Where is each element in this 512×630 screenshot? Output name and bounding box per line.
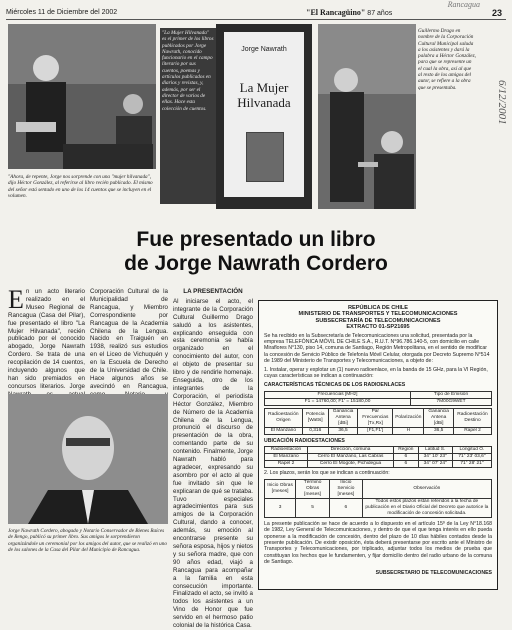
table-cell: El Manzano bbox=[265, 427, 303, 434]
paper-name: "El Rancagüino" bbox=[306, 8, 366, 17]
table-cell: Rapel 2 bbox=[265, 461, 308, 468]
table-header: Dirección, comuna bbox=[308, 447, 394, 454]
handwritten-date: 6/12/2001 bbox=[496, 80, 508, 125]
photo-portrait-illustration bbox=[8, 394, 168, 524]
legal-notice bbox=[258, 300, 498, 590]
radio-link-table bbox=[264, 408, 492, 435]
table-cell: 6 bbox=[394, 454, 419, 461]
book-title bbox=[224, 80, 304, 110]
table-cell: H bbox=[393, 427, 424, 434]
table-cell: [F1,F1'] bbox=[358, 427, 393, 434]
table-cell: 7M00G9WET bbox=[411, 398, 492, 405]
photo-speaker-illustration bbox=[8, 24, 156, 169]
table-header: Radioestación bbox=[265, 447, 308, 454]
table-cell: 71° 28' 21" bbox=[452, 461, 491, 468]
headline-line2: de Jorge Nawrath Cordero bbox=[124, 252, 388, 275]
notice-section-2: UBICACIÓN RADIOESTACIONES bbox=[264, 437, 345, 444]
table-header: Radioestación Origen bbox=[265, 408, 303, 427]
table-header: Frecuencias [MHz] bbox=[265, 391, 411, 398]
table-header: Tipo de Emisión bbox=[411, 391, 492, 398]
handwritten-note: Rancagua bbox=[447, 0, 480, 9]
table-cell: 6 bbox=[330, 498, 363, 517]
table-header: Inicio Servicio [meses] bbox=[330, 479, 363, 498]
table-header: Polarización bbox=[393, 408, 424, 427]
notice-title-4: EXTRACTO 01-SP21695 bbox=[346, 324, 410, 331]
table-cell: 6 bbox=[394, 461, 419, 468]
table-header: Par Frecuencias [Tx,Rx] bbox=[358, 408, 393, 427]
article-col3-text: Al iniciarse el acto, el integrante de la Corporación Cultural Guillermo Drago saludó a los asistentes, explicando enseguida con esta ceremonia se había organizado en el conocimiento del autor, con el objeto de presentar su libro y de rendirle homenaje. Enseguida, otro de los integrantes de la Corporación, el periodista Héctor González, Miembro de Número de la Academia Chilena de la Lengua, pronunció el discurso de presentación de la obra, comentando parte de su contenido. Finalmente, Jorge Nawrath habló para agradecer, expresando su asombro por el acto al que fue invitado sin que le explicaran de qué se trataba. Tuvo especiales agradecimientos para sus amigos de la Corporación Cultural, dando a conocer, además, su emoción al encontrarse presente su señora esposa, hijos y nietos y su señora madre, que con 90 años edad, viajó a Rancagua para acompañar a la familia en esta consecución importante. Finalizado el acto, se invitó a todos los asistentes a un Vino de Honor que fue servido en el hermoso patio colonial de la histórica Casa. bbox=[173, 297, 253, 630]
notice-signature: SUBSECRETARIO DE TELECOMUNICACIONES bbox=[375, 569, 492, 576]
caption-bottom: Jorge Nawrath Cordero, abogado y Notario Conservador de Bienes Raíces de Rengo, publicó su primer libro. Sus amigos le sorprendieron organizándole un ceremonial por los amigos del autor, que se realizó en uno de los salones de la Casa del Pilar del Municipio de Rancagua. bbox=[8, 528, 167, 553]
notice-title-2: MINISTERIO DE TRANSPORTES Y TELECOMUNICACIONES bbox=[298, 311, 458, 318]
table-cell: 5 bbox=[296, 498, 330, 517]
table-cell: 34° 07' 24" bbox=[418, 461, 452, 468]
article-column-2: Corporación Cultural de la Municipalidad de Rancagua, y Miembro Correspondiente por Rancagua de la Academia Chilena de la Lengua. Nacido en Traiguén en 1938, realizó sus estudios en el Liceo de Vichuquén y en la Escuela de Derecho de la Universidad de Chile. Hace algunos años se avecindó en Rancagua, bbox=[90, 288, 168, 390]
table-header: Potencia [Watts] bbox=[302, 408, 328, 427]
table-row bbox=[265, 498, 492, 517]
table-row bbox=[265, 461, 492, 468]
headline-line1: Fue presentado un libro bbox=[136, 228, 376, 251]
table-cell: Todos estos plazos están referidos a la fecha de publicación en el Diario Oficial del Decreto que autorice la modificación de concesión solicitada. bbox=[362, 498, 491, 517]
header-date: Miércoles 11 de Diciembre del 2002 bbox=[6, 9, 118, 16]
table-row bbox=[265, 427, 492, 434]
table-header: Término Obras [meses] bbox=[296, 479, 330, 498]
notice-body-1: Se ha recibido en la Subsecretaría de Telecomunicaciones una solicitud, presentada por la empresa TELEFÓNICA MÓVIL DE CHILE S.A., R.U.T. N°96.786.140-5, con domicilio en calle Miraflores N°130, piso 14, comuna de Santiago, Región Metropolitana, en el sentido de modificar la concesión de Servicio Público de Telefonía Móvil Celular, otorgada por Decreto Supremo N°514 de 1989 del Ministerio de Transportes y Telecomunicaciones, a objeto de: bbox=[264, 332, 490, 365]
page-number: 23 bbox=[491, 8, 502, 18]
caption-right: Guillermo Drago en nombre de la Corporación Cultural Municipal saluda a los asistentes y dará la palabra a Héctor González, para que se represente un el cual la obra, así al que al resto de los amigos del autor, se refiere a la obra que se presentaba. bbox=[418, 28, 476, 91]
notice-title-3: SUBSECRETARÍA DE TELECOMUNICACIONES bbox=[315, 317, 441, 324]
table-cell: 0,316 bbox=[302, 427, 328, 434]
section-heading: LA PRESENTACIÓN bbox=[183, 288, 243, 295]
book-cover bbox=[216, 24, 312, 209]
table-cell: 36,5 bbox=[424, 427, 454, 434]
table-header: Latitud S. bbox=[418, 447, 452, 454]
article-column-3 bbox=[173, 288, 253, 630]
table-cell: F1 = 14760,00; F1' = 15180,00 bbox=[265, 398, 411, 405]
photo-portrait bbox=[8, 394, 168, 524]
book-illustration bbox=[246, 132, 284, 182]
article-col1-text: n un acto literario realizado en el Museo Regional de Rancagua (Casa del Pilar), fue presentado el libro "La Mujer Hilvanada", recién publicado por el conocido abogado, Jorge Nawrath Cordero. Se trata de una recopilación de 14 cuentos, incluyendo algunos que han sido premiados en concursos literarios. Jorge bbox=[8, 288, 85, 390]
table-cell: 3 bbox=[265, 498, 296, 517]
table-cell: Rapel 2 bbox=[453, 427, 491, 434]
table-header: Observación bbox=[362, 479, 491, 498]
headline bbox=[0, 228, 512, 276]
dropcap: E bbox=[8, 285, 24, 314]
caption-left: "Ahora, de repente, Jorge nos sorprende con una "mujer hilvanada", dijo Héctor González, al referirse al libro recién publicado. El mismo del señor está sentado en uno de los 14 cuentos que se incluyen en el volumen. bbox=[8, 174, 153, 199]
page-header bbox=[6, 8, 506, 20]
table-header: Radioestación Destino bbox=[453, 408, 491, 427]
paper-years: 87 años bbox=[367, 10, 393, 17]
table-header: Ganancia Antena [dBi] bbox=[424, 408, 454, 427]
table-cell: Cerro El Mogote, Pichidegua bbox=[308, 461, 394, 468]
photo-handshake-illustration bbox=[318, 24, 416, 209]
table-header: Ganancia Antena [dBi] bbox=[328, 408, 358, 427]
table-header: Longitud O. bbox=[452, 447, 491, 454]
photo-speaker bbox=[8, 24, 156, 169]
book-title-line2: Hilvanada bbox=[237, 95, 291, 110]
table-cell: 34° 10' 23" bbox=[418, 454, 452, 461]
station-location-table bbox=[264, 446, 492, 468]
photo-handshake bbox=[318, 24, 416, 209]
table-header: Región bbox=[394, 447, 419, 454]
table-cell: 71° 23' 03,6" bbox=[452, 454, 491, 461]
deadlines-table bbox=[264, 479, 492, 518]
table-cell: 36,5 bbox=[328, 427, 358, 434]
notice-body-2: 1. Instalar, operar y explotar un (1) nuevo radioenlace, en la banda de 15 GHz, para la VI Región, cuyas características se indican a continuación: bbox=[264, 366, 488, 380]
frequency-table bbox=[264, 391, 492, 406]
notice-section-1: CARACTERÍSTICAS TÉCNICAS DE LOS RADIOENLACES bbox=[264, 382, 406, 389]
book-author: Jorge Nawrath bbox=[241, 46, 287, 53]
notice-body-4: La presente publicación se hace de acuerdo a lo dispuesto en el artículo 15º de la Ley N°18.168 de 1982, Ley General de Telecomunicaciones, y dentro de que el que tenga interés en ello pueda oponerse a la modificación de concesión, dentro del plazo de 10 días hábiles contados desde la presente publicación. De existir oposición, ésta deberá presentarse por escrito ante el Ministro de Transportes y Telecomunicaciones, por triplicado, adjuntar todos los medios de prueba que constituyan los hechos que le fundamenten, y fijar domicilio dentro del radio urbano de la comuna de Santiago. bbox=[264, 520, 492, 566]
masthead bbox=[306, 8, 392, 17]
notice-title-1: REPÚBLICA DE CHILE bbox=[347, 305, 409, 311]
table-header: Inicio Obras [meses] bbox=[265, 479, 296, 498]
notice-body-3: 2. Los plazos, serán los que se indican a continuación: bbox=[264, 470, 390, 477]
table-row bbox=[265, 454, 492, 461]
caption-book: "La Mujer Hilvanada" es el primer de los libros publicados por Jorge Nawrath, conocido funcionario en el campo literario por sus cuentos, poemas y artículos publicados en diarios y revistas, y, además, por ser el director de varios de ellas. Hace esta colección de cuentos. bbox=[160, 28, 216, 204]
table-cell: Cerro El Manzano, Las Cabras bbox=[308, 454, 394, 461]
book-cover-page bbox=[224, 32, 304, 197]
book-title-line1: La Mujer bbox=[239, 80, 289, 95]
article-column-1 bbox=[8, 285, 85, 390]
table-cell: El Manzano bbox=[265, 454, 308, 461]
